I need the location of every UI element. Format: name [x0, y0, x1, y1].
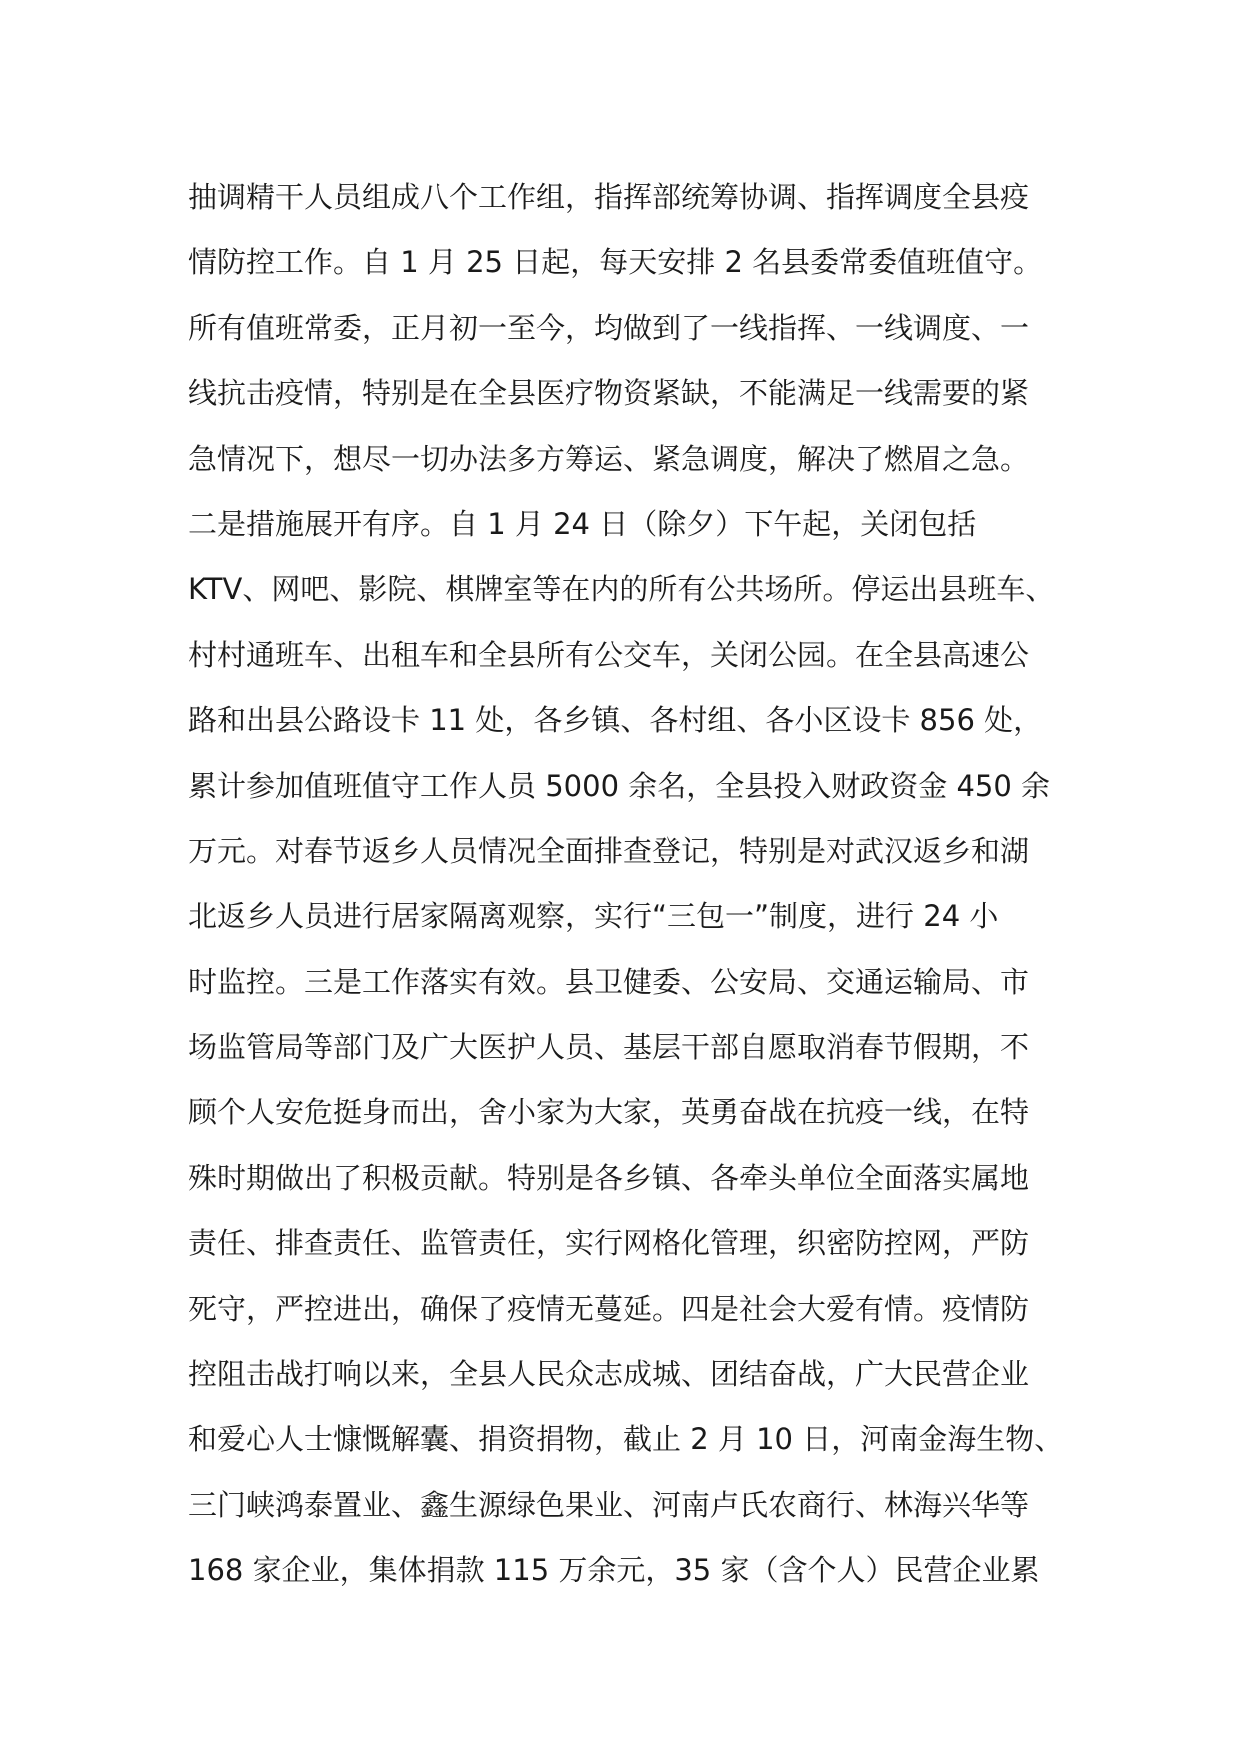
- text-line: 路和出县公路设卡 11 处，各乡镇、各村组、各小区设卡 856 处，: [188, 703, 1043, 738]
- text-line: 线抗击疫情，特别是在全县医疗物资紧缺，不能满足一线需要的紧: [188, 376, 1030, 411]
- text-line: 情防控工作。自 1 月 25 日起，每天安排 2 名县委常委值班值守。: [188, 245, 1043, 280]
- text-line: 所有值班常委，正月初一至今，均做到了一线指挥、一线调度、一: [188, 310, 1030, 345]
- text-line: 168 家企业，集体捐款 115 万余元，35 家（含个人）民营企业累: [188, 1553, 1040, 1588]
- text-line: 场监管局等部门及广大医护人员、基层干部自愿取消春节假期，不: [188, 1030, 1030, 1065]
- text-line: 累计参加值班值守工作人员 5000 余名，全县投入财政资金 450 余: [188, 768, 1051, 803]
- text-line: 殊时期做出了积极贡献。特别是各乡镇、各牵头单位全面落实属地: [188, 1160, 1030, 1195]
- text-line: 时监控。三是工作落实有效。县卫健委、公安局、交通运输局、市: [188, 964, 1030, 999]
- text-line: 责任、排查责任、监管责任，实行网格化管理，织密防控网，严防: [188, 1226, 1030, 1261]
- text-line: 控阻击战打响以来，全县人民众志成城、团结奋战，广大民营企业: [188, 1357, 1030, 1392]
- text-line: 急情况下，想尽一切办法多方筹运、紧急调度，解决了燃眉之急。: [188, 441, 1030, 476]
- text-line: 村村通班车、出租车和全县所有公交车，关闭公园。在全县高速公: [188, 637, 1030, 672]
- text-line: 和爱心人士慷慨解囊、捐资捐物，截止 2 月 10 日，河南金海生物、: [188, 1422, 1064, 1457]
- text-line: 抽调精干人员组成八个工作组，指挥部统筹协调、指挥调度全县疫: [188, 180, 1030, 214]
- text-line: 死守，严控进出，确保了疫情无蔓延。四是社会大爱有情。疫情防: [188, 1291, 1030, 1326]
- text-line: 万元。对春节返乡人员情况全面排查登记，特别是对武汉返乡和湖: [188, 833, 1030, 868]
- text-line: 三门峡鸿泰置业、鑫生源绿色果业、河南卢氏农商行、林海兴华等: [188, 1487, 1030, 1522]
- text-line: 顾个人安危挺身而出，舍小家为大家，英勇奋战在抗疫一线，在特: [188, 1095, 1030, 1130]
- text-line: 北返乡人员进行居家隔离观察，实行“三包一”制度，进行 24 小: [188, 899, 999, 934]
- text-line: 二是措施展开有序。自 1 月 24 日（除夕）下午起，关闭包括: [188, 506, 977, 541]
- body-text: [188, 165, 1088, 1604]
- text-line: KTV、网吧、影院、棋牌室等在内的所有公共场所。停运出县班车、: [188, 572, 1055, 607]
